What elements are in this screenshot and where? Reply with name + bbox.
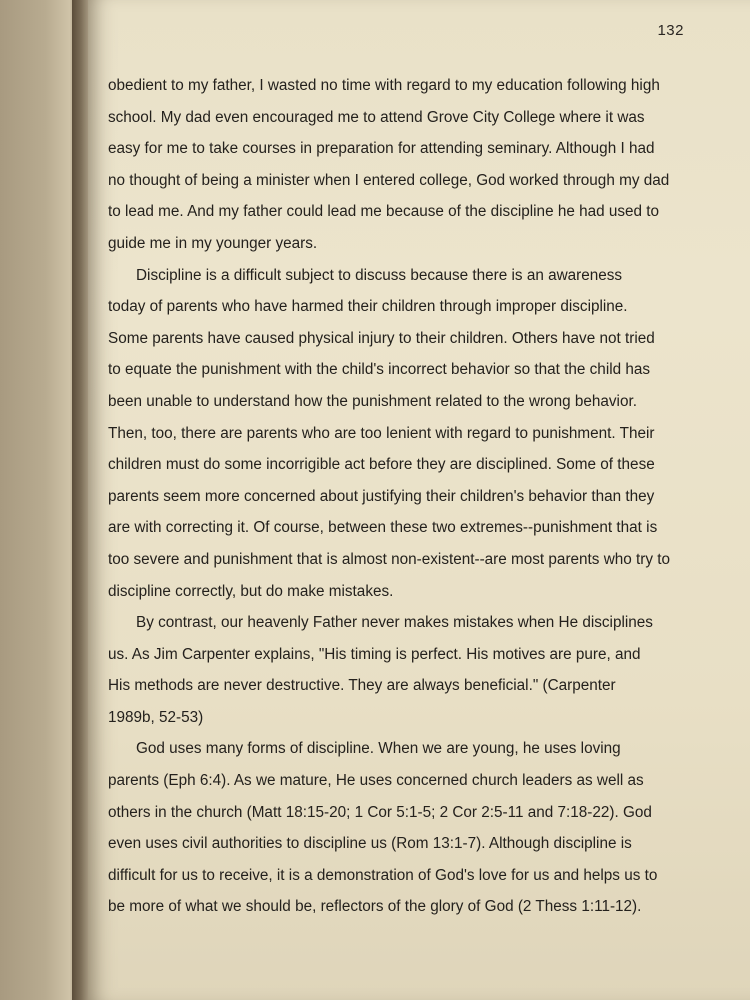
paragraph-3-line-2: us. As Jim Carpenter explains, "His timing is perfect. His motives are pure, and: [108, 645, 641, 663]
page-number: 132: [657, 22, 684, 39]
page-body: [108, 70, 698, 923]
paragraph-1-line-4: no thought of being a minister when I entered college, God worked through my dad: [108, 171, 670, 189]
paragraph-1-line-1: obedient to my father, I wasted no time with regard to my education following high: [108, 77, 660, 94]
paragraph-1-line-6: guide me in my younger years.: [108, 234, 318, 252]
paragraph-4-line-2: parents (Eph 6:4). As we mature, He uses concerned church leaders as well as: [108, 772, 644, 790]
paragraph-4-line-4: even uses civil authorities to discipline us (Rom 13:1-7). Although discipline is: [108, 835, 632, 853]
paragraph-2-line-2: today of parents who have harmed their children through improper discipline.: [108, 298, 628, 316]
paragraph-2-line-3: Some parents have caused physical injury to their children. Others have not tried: [108, 329, 655, 347]
paragraph-2-line-1: Discipline is a difficult subject to discuss because there is an awareness: [136, 266, 623, 284]
paragraph-2-line-5: been unable to understand how the punishment related to the wrong behavior.: [108, 392, 637, 410]
paragraph-2-line-4: to equate the punishment with the child's incorrect behavior so that the child has: [108, 361, 651, 379]
paragraph-3-line-4: 1989b, 52-53): [108, 708, 204, 726]
paragraph-4-line-3: others in the church (Matt 18:15-20; 1 Cor 5:1-5; 2 Cor 2:5-11 and 7:18-22). God: [108, 803, 652, 821]
paragraph-1-line-3: easy for me to take courses in preparation for attending seminary. Although I had: [108, 140, 655, 158]
paragraph-2-line-10: too severe and punishment that is almost non-existent--are most parents who try to: [108, 550, 671, 568]
previous-page-edge: [0, 0, 82, 1000]
paragraph-2-line-11: discipline correctly, but do make mistakes.: [108, 582, 394, 600]
paragraph-4-line-6: be more of what we should be, reflectors of the glory of God (2 Thess 1:11-12).: [108, 898, 642, 916]
paragraph-3-line-3: His methods are never destructive. They are always beneficial." (Carpenter: [108, 677, 616, 695]
paragraph-3-line-1: By contrast, our heavenly Father never makes mistakes when He disciplines: [136, 614, 653, 632]
paragraph-4-line-5: difficult for us to receive, it is a demonstration of God's love for us and helps us to: [108, 866, 658, 884]
paragraph-2-line-6: Then, too, there are parents who are too lenient with regard to punishment. Their: [108, 424, 655, 442]
paragraph-2-line-8: parents seem more concerned about justifying their children's behavior than they: [108, 487, 655, 505]
paragraph-1-line-2: school. My dad even encouraged me to attend Grove City College where it was: [108, 108, 645, 126]
paragraph-1-line-5: to lead me. And my father could lead me because of the discipline he had used to: [108, 203, 660, 221]
book-page: [88, 0, 750, 1000]
paragraph-2-line-7: children must do some incorrigible act before they are disciplined. Some of these: [108, 456, 655, 474]
paragraph-2-line-9: are with correcting it. Of course, between these two extremes--punishment that is: [108, 519, 658, 537]
paragraph-4-line-1: God uses many forms of discipline. When we are young, he uses loving: [136, 740, 621, 758]
